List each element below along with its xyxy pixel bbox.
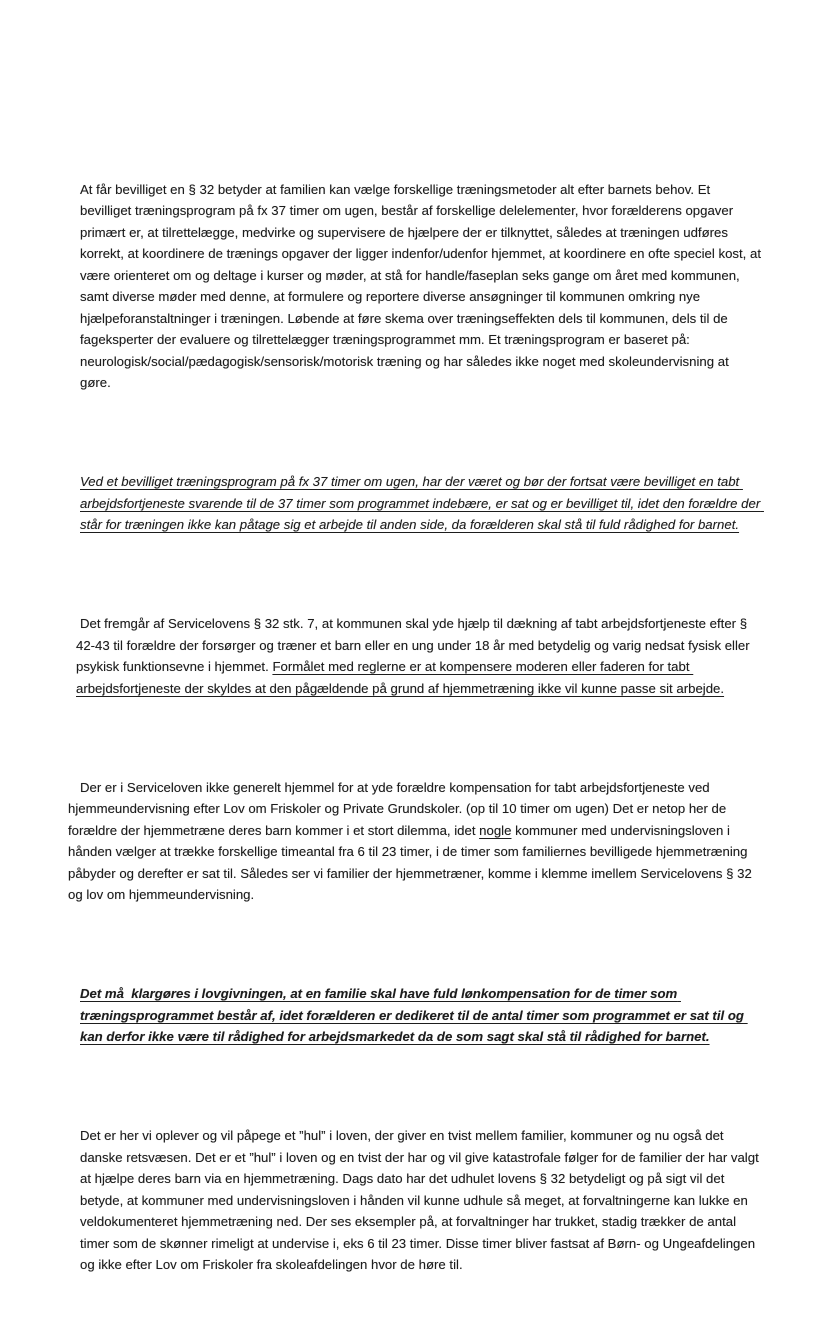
paragraph-servicelovens-32-stk-7: [76, 613, 761, 699]
paragraph-demand-klargoeres-i-lovgivningen: [80, 983, 761, 1048]
document-page: [68, 114, 765, 1332]
text-run-underlined: nogle: [479, 822, 512, 838]
text-run: At får bevilliget en § 32 betyder at familien kan vælge forskellige træningsmetoder alt efter barnets behov. Et bevilliget træningsprogram på fx 37 timer om ugen, består af forskellige delelementer, hvor forælderens opgaver primært er, at tilrettelægge, medvirke og supervisere de hjælpere der er tilknyttet, således at træningen udføres korrekt, at koordinere de trænings opgaver der ligger indenfor/udenfor hjemmet, at koordinere en ofte speciel kost, at være orienteret om og deltage i kurser og møder, at stå for handle/faseplan seks gange om året med kommunen, samt diverse møder med denne, at formulere og reportere diverse ansøgninger til kommunen omkring nye hjælpeforanstaltninger i træningen. Løbende at føre skema over træningseffekten dels til kommunen, dels til de fageksperter der evaluere og tilrettelægger træningsprogrammet mm. Et træningsprogram er baseret på: neurologisk/social/pædagogisk/sensorisk/motorisk træning og har således ikke noget med skoleundervisning at gøre.: [80, 181, 765, 390]
text-run: Det fremgår af Servicelovens § 32 stk. 7, at kommunen skal yde hjælp til dækning af tabt arbejdsfortjeneste efter § 42-43 til forældre der forsørger og træner et barn eller en ung under 18 år med betydelig og varig nedsat fysisk eller psykisk funktionsevne i hjemmet.: [76, 616, 754, 674]
text-run-underlined: Formålet med reglerne er at kompensere moderen eller faderen for tabt arbejdsfortjeneste der skyldes at den pågældende på grund af hjemmetræning ikke vil kunne passe sit arbejde.: [76, 659, 725, 696]
text-run: Det er her vi oplever og vil påpege et ”hul” i loven, der giver en tvist mellem familier, kommuner og nu også det danske retsvæsen. Det er et ”hul” i loven og en tvist der har og vil give katastrofale følger for de familier der har valgt at hjælpe deres barn via en hjemmetræning. Dags dato har det udhulet lovens § 32 betydeligt og på sigt vil det betyde, at kommuner med undervisningsloven i hånden vil kunne udhule så meget, at forvaltningerne kan lukke en veldokumenteret hjemmetræning ned. Der ses eksempler på, at forvaltninger har trukket, stadig trækker de antal timer som de skønner rimeligt at undervise i, eks 6 til 23 timer. Disse timer bliver fastsat af Børn- og Ungeafdelingen og ikke efter Lov om Friskoler fra skoleafdelingen hvor de høre til.: [80, 1128, 763, 1272]
text-run: kommuner med undervisningsloven i hånden vælger at trække forskellige timeantal fra 6 til 23 timer, i de timer som familiernes bevilligede hjemmetræning påbyder og derefter er sat til. Således ser vi familier der hjemmetræner, komme i klemme imellem Servicelovens § 32 og lov om hjemmeundervisning.: [68, 822, 756, 902]
text-run-underlined: Ved et bevilliget træningsprogram på fx 37 timer om ugen, har der været og bør der fortsat være bevilliget en tabt arbejdsfortjeneste svarende til de 37 timer som programmet indebære, er sat og er bevilliget til, idet den forældre der står for træningen ikke kan påtage sig et arbejde til anden side, da forælderen skal stå til fuld rådighed for barnet.: [80, 474, 764, 532]
text-run: Der er i Serviceloven ikke generelt hjemmel for at yde forældre kompensation for tabt arbejdsfortjeneste ved hjemmeundervisning efter Lov om Friskoler og Private Grundskoler. (op til 10 timer om ugen) Det er netop her de forældre der hjemmetræne deres barn kommer i et stort dilemma, idet: [68, 779, 730, 838]
text-run-underlined: Det må klargøres i lovgivningen, at en familie skal have fuld lønkompensation for de timer som træningsprogrammet består af, idet forælderen er dedikeret til de antal timer som programmet er sat til og kan derfor ikke være til rådighed for arbejdsmarkedet da de som sagt skal stå til rådighed for barnet.: [80, 986, 748, 1044]
paragraph-claim-tabt-arbejdsfortjeneste: [80, 471, 764, 536]
paragraph-intro-section-32: [80, 179, 765, 394]
paragraph-dilemma-hjemmeundervisning: [68, 777, 761, 906]
paragraph-hul-i-loven: [80, 1125, 761, 1276]
